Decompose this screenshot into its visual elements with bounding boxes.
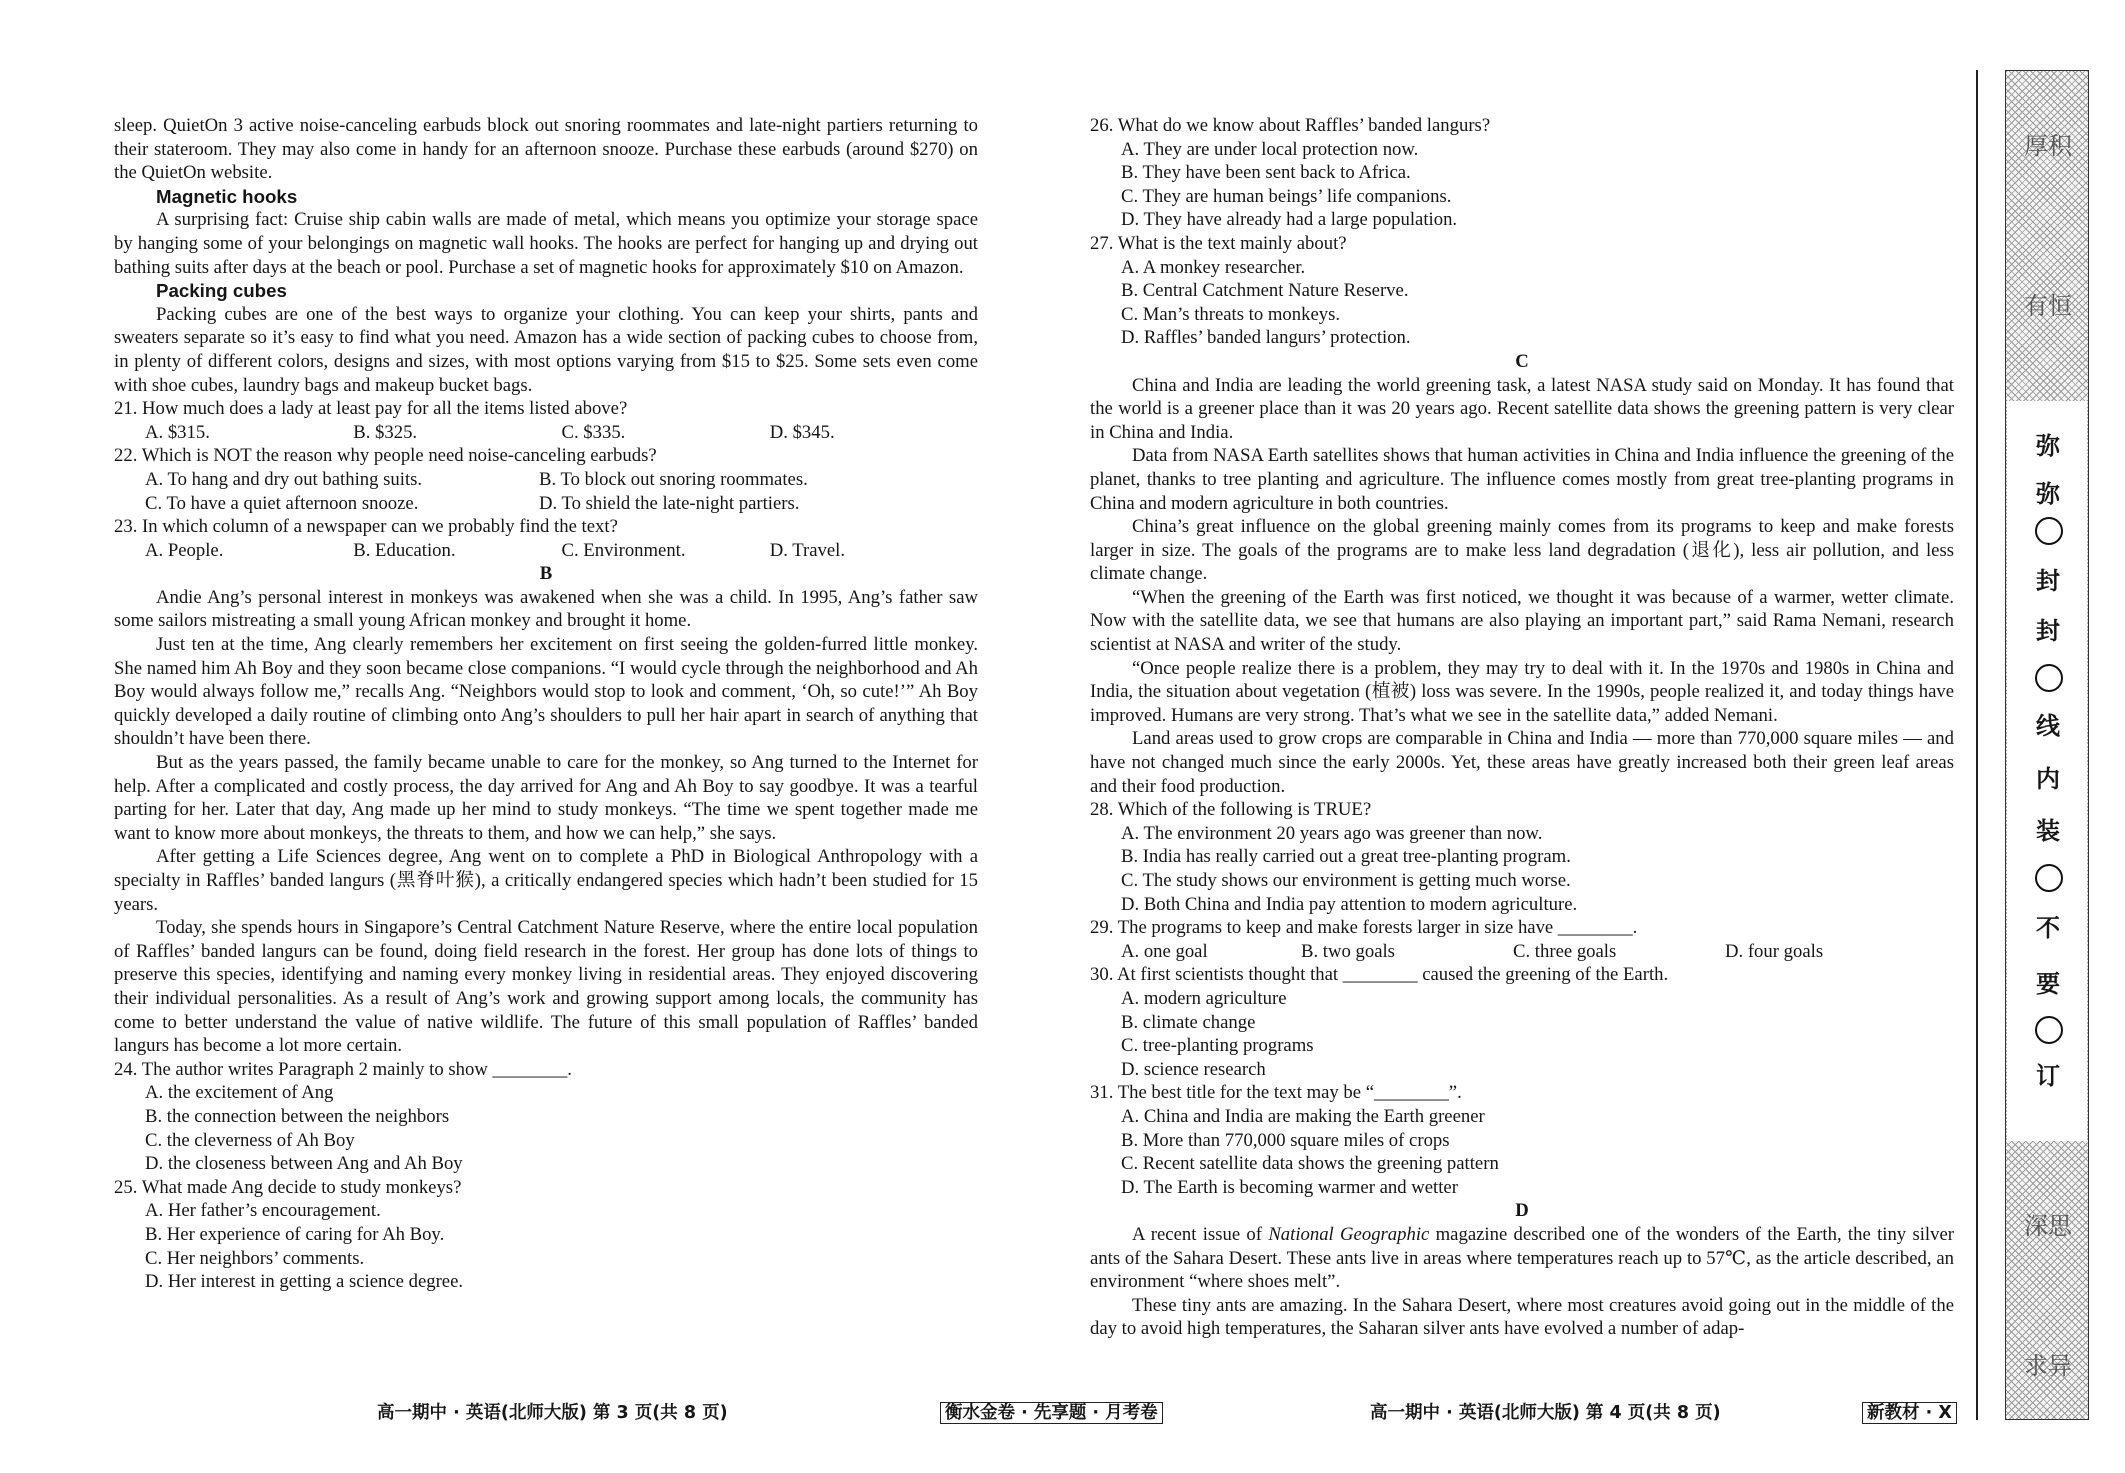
option-27-c[interactable]: C. Man’s threats to monkeys. [1121,303,1341,325]
passage-d-paragraph-2: These tiny ants are amazing. In the Sahara Desert, where most creatures avoid going out in the middle of the day to avoid high temperatures, the Saharan silver ants have evolved a number of adap- [1090,1294,1954,1340]
question-24: 24. The author writes Paragraph 2 mainly to show ________. [114,1058,572,1080]
binding-ring-4-icon [2035,1016,2063,1044]
binding-ring-2-icon [2035,664,2063,692]
footer-page-3: 高一期中 · 英语(北师大版) 第 3 页(共 8 页) [377,1403,728,1423]
option-27-d[interactable]: D. Raffles’ banded langurs’ protection. [1121,327,1411,349]
passage-c-paragraph-4: “When the greening of the Earth was first noticed, we thought it was because of a warmer, wetter climate. Now with the satellite data, we see that humans are also playing an important part,” said Rama Nemani, research scientist at NASA and writer of the study. [1090,586,1954,656]
option-21-d[interactable]: D. $345. [769,421,835,443]
section-b-label: B [539,563,553,585]
option-23-d[interactable]: D. Travel. [769,539,846,561]
question-25: 25. What made Ang decide to study monkeys? [114,1176,462,1198]
passage-a-end: sleep. QuietOn 3 active noise-canceling earbuds block out snoring roommates and late-night partiers returning to their stateroom. They may also come in handy for an afternoon snooze. Purchase these earbuds (around $270) on the QuietOn website. [114,115,978,184]
option-30-a[interactable]: A. modern agriculture [1121,987,1287,1009]
question-31: 31. The best title for the text may be “________”. [1090,1082,1462,1104]
option-29-b[interactable]: B. two goals [1301,940,1395,962]
option-28-c[interactable]: C. The study shows our environment is getting much worse. [1121,870,1571,891]
question-22-options [114,468,978,515]
question-22: 22. Which is NOT the reason why people need noise-canceling earbuds? [114,445,657,467]
option-31-d[interactable]: D. The Earth is becoming warmer and wetter [1121,1176,1458,1198]
option-25-b[interactable]: B. Her experience of caring for Ah Boy. [145,1223,445,1245]
option-27-b[interactable]: B. Central Catchment Nature Reserve. [1121,280,1409,302]
passage-d-text-a: A recent issue of [1132,1223,1269,1245]
binding-line [1976,70,1978,1420]
option-23-c[interactable]: C. Environment. [561,539,686,561]
option-22-d[interactable]: D. To shield the late-night partiers. [539,492,800,514]
option-28-a[interactable]: A. The environment 20 years ago was greener than now. [1121,822,1543,844]
option-30-c[interactable]: C. tree-planting programs [1121,1035,1314,1057]
motto-top-1: 厚积 [2024,132,2072,160]
option-24-a[interactable]: A. the excitement of Ang [145,1082,334,1104]
option-27-a[interactable]: A. A monkey researcher. [1121,256,1306,278]
seal-char-mi: 弥 [2036,480,2060,508]
magazine-title: National Geographic [1268,1223,1430,1245]
footer-center [940,1399,1163,1424]
question-21-options [114,421,978,445]
passage-b-paragraph-3: But as the years passed, the family became unable to care for the monkey, so Ang turned to the Internet for help. After a complicated and costly process, the day arrived for Ang and Ah Boy to say goodbye. It was a tearful parting for her. Later that day, Ang made up her mind to study monkeys. “The time we spent together made me want to know more about monkeys, the threats to them, and how we can help,” she says. [114,752,978,844]
option-22-b[interactable]: B. To block out snoring roommates. [539,468,808,490]
option-22-a[interactable]: A. To hang and dry out bathing suits. [145,468,423,490]
option-28-d[interactable]: D. Both China and India pay attention to modern agriculture. [1121,893,1578,915]
motto-bottom-2: 求异 [2024,1352,2072,1380]
option-24-d[interactable]: D. the closeness between Ang and Ah Boy [145,1153,463,1175]
seal-char-3: 线 [2036,712,2060,740]
option-31-a[interactable]: A. China and India are making the Earth greener [1121,1105,1485,1127]
option-30-d[interactable]: D. science research [1121,1058,1266,1080]
option-26-c[interactable]: C. They are human beings’ life companions. [1121,185,1452,207]
page-4-column [1090,114,1954,1341]
passage-b-paragraph-5: Today, she spends hours in Singapore’s Central Catchment Nature Reserve, where the entire local population of Raffles’ banded langurs can be found, doing field research in the forest. Her group has done lots of things to preserve this species, identifying and naming every monkey living in residential areas. They enjoyed discovering their individual personalities. As a result of Ang’s work and growing support among locals, the community has come to better understand the value of native wildlife. The future of this small population of Raffles’ banded langurs has become a lot more certain. [114,917,978,1057]
option-31-b[interactable]: B. More than 770,000 square miles of crops [1121,1129,1450,1151]
passage-c-paragraph-2: Data from NASA Earth satellites shows that human activities in China and India influence the greening of the planet, thanks to tree planting and agriculture. The influence comes mostly from great tree-planting programs in China and modern agriculture in both countries. [1090,445,1954,514]
option-25-c[interactable]: C. Her neighbors’ comments. [145,1247,365,1269]
passage-c-paragraph-1: China and India are leading the world greening task, a latest NASA study said on Monday. It has found that the world is a greener place than it was 20 years ago. Recent satellite data shows the greening pattern is very clear in China and India. [1090,374,1954,443]
seal-char-feng: 封 [2036,617,2060,645]
option-24-c[interactable]: C. the cleverness of Ah Boy [145,1129,355,1151]
option-21-b[interactable]: B. $325. [353,421,418,443]
question-28: 28. Which of the following is TRUE? [1090,799,1372,821]
section-c-label: C [1515,350,1529,372]
seal-char-6: 要 [2036,970,2060,998]
option-30-b[interactable]: B. climate change [1121,1011,1256,1033]
option-28-b[interactable]: B. India has really carried out a great tree-planting program. [1121,846,1571,868]
option-25-a[interactable]: A. Her father’s encouragement. [145,1200,381,1222]
motto-top-2: 有恒 [2024,292,2072,320]
page-3-column [114,114,978,1294]
option-26-a[interactable]: A. They are under local protection now. [1121,138,1419,160]
question-30: 30. At first scientists thought that ________ caused the greening of the Earth. [1090,964,1669,986]
option-21-c[interactable]: C. $335. [561,421,626,443]
option-23-a[interactable]: A. People. [145,539,224,561]
binding-ring-1-icon [2035,517,2063,545]
option-29-a[interactable]: A. one goal [1121,940,1208,962]
option-23-b[interactable]: B. Education. [353,539,456,561]
passage-c-paragraph-5: “Once people realize there is a problem, they may try to deal with it. In the 1970s and 1980s in China and India, the situation about vegetation (植被) loss was severe. In the 1990s, people realized it, and today things have improved. Humans are very strong. That’s what we see in the satellite data,” added Nemani. [1090,657,1954,726]
question-29: 29. The programs to keep and make forests larger in size have ________. [1090,917,1638,939]
option-29-c[interactable]: C. three goals [1513,940,1617,962]
question-23-options [114,539,978,563]
binding-ring-3-icon [2035,864,2063,892]
seal-char-5: 不 [2036,914,2060,942]
passage-c-paragraph-6: Land areas used to grow crops are comparable in China and India — more than 770,000 square miles — and have not changed much since the early 2000s. Yet, these areas have greatly increased both their green leaf areas and their food production. [1090,728,1954,797]
heading-magnetic-hooks: Magnetic hooks [156,185,298,207]
option-25-d[interactable]: D. Her interest in getting a science degree. [145,1271,464,1293]
option-22-c[interactable]: C. To have a quiet afternoon snooze. [145,492,419,514]
seal-char-zhuang: 装 [2036,817,2060,845]
question-26: 26. What do we know about Raffles’ banded langurs? [1090,115,1491,136]
option-31-c[interactable]: C. Recent satellite data shows the greening pattern [1121,1153,1499,1175]
footer-page-4: 高一期中 · 英语(北师大版) 第 4 页(共 8 页) [1370,1403,1721,1423]
question-27: 27. What is the text mainly about? [1090,232,1347,254]
passage-c-paragraph-3: China’s great influence on the global greening mainly comes from its programs to keep and make forests larger in size. The goals of the programs are to make less land degradation (退化), less air pollution, and less climate change. [1090,516,1954,585]
new-material-badge: 新教材 · X [1862,1402,1957,1424]
paragraph-magnetic-hooks: A surprising fact: Cruise ship cabin walls are made of metal, which means you optimize your storage space by hanging some of your belongings on magnetic wall hooks. The hooks are perfect for hanging up and drying out bathing suits after days at the beach or pool. Purchase a set of magnetic hooks for approximately $10 on Amazon. [114,209,978,278]
passage-b-paragraph-2: Just ten at the time, Ang clearly remembers her excitement on first seeing the golden-furred little monkey. She named him Ah Boy and they soon became close companions. “I would cycle through the neighborhood and Ah Boy would always follow me,” recalls Ang. “Neighbors would stop to look and comment, ‘Oh, so cute!’” Ah Boy quickly developed a daily routine of climbing onto Ang’s shoulders to pull her hair apart in search of anything that shouldn’t have been there. [114,634,978,750]
section-d-label: D [1515,1200,1529,1222]
passage-d-text-b: magazine described one of the wonders of the Earth, the tiny silver ants of the Sahara Desert. These ants live in areas where temperatures reach up to 57℃, as the article described, an environment “where shoes melt”. [1090,1223,1954,1293]
option-29-d[interactable]: D. four goals [1725,940,1824,962]
paragraph-packing-cubes: Packing cubes are one of the best ways to organize your clothing. You can keep your shirts, pants and sweaters separate so it’s easy to find what you need. Amazon has a wide section of packing cubes to choose from, in plenty of different colors, designs and sizes, with most options varying from $15 to $25. Some sets even come with shoe cubes, laundry bags and makeup bucket bags. [114,303,978,396]
seal-char-7: 订 [2036,1062,2060,1090]
footer-series-box: 衡水金卷 · 先享题 · 月考卷 [940,1402,1163,1424]
question-21: 21. How much does a lady at least pay for all the items listed above? [114,398,628,420]
option-26-b[interactable]: B. They have been sent back to Africa. [1121,162,1411,184]
passage-b-paragraph-1: Andie Ang’s personal interest in monkeys was awakened when she was a child. In 1995, Ang’s father saw some sailors mistreating a small young African monkey and brought it home. [114,586,978,632]
seal-char-2: 封 [2036,567,2060,595]
option-26-d[interactable]: D. They have already had a large population. [1121,209,1458,231]
footer-badge [1862,1399,1957,1424]
motto-bottom-1: 深思 [2024,1212,2072,1240]
binding-strip [2005,70,2089,1420]
passage-b-paragraph-4: After getting a Life Sciences degree, Ang went on to complete a PhD in Biological Anthropology with a specialty in Raffles’ banded langurs (黑脊叶猴), a critically endangered species which hadn’t been studied for 15 years. [114,846,978,915]
heading-packing-cubes: Packing cubes [156,280,287,302]
question-29-options [1090,940,1954,964]
seal-char-1: 弥 [2036,432,2060,460]
option-21-a[interactable]: A. $315. [145,421,210,443]
passage-d-paragraph-1 [1090,1223,1954,1294]
option-24-b[interactable]: B. the connection between the neighbors [145,1105,450,1127]
question-23: 23. In which column of a newspaper can we probably find the text? [114,516,618,538]
seal-char-4: 内 [2036,765,2060,793]
